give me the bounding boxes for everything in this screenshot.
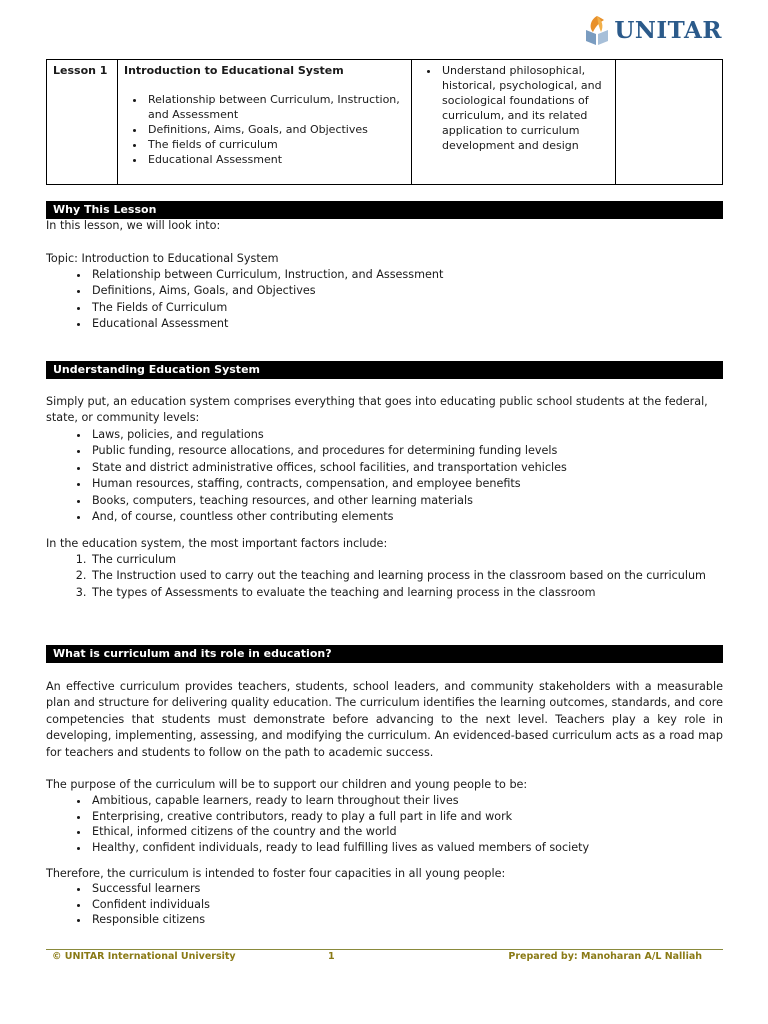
list-item: • The fields of curriculum <box>146 137 405 152</box>
list-item: • Relationship between Curriculum, Instruction, and Assessment <box>90 267 443 283</box>
purpose-intro: The purpose of the curriculum will be to support our children and young people to be: <box>46 778 528 791</box>
lesson-table <box>46 59 723 185</box>
list-item: • Confident individuals <box>90 897 210 913</box>
section-heading-understanding: Understanding Education System <box>46 361 723 379</box>
list-item: • Ambitious, capable learners, ready to learn throughout their lives <box>90 793 589 809</box>
understanding-intro: Simply put, an education system comprises everything that goes into educating public school students at the federal, state, or community levels: <box>46 395 708 425</box>
list-item: 1. The curriculum <box>90 552 706 568</box>
list-item: • Healthy, confident individuals, ready to lead fulfilling lives as valued members of society <box>90 840 589 856</box>
lesson-objectives-list <box>418 63 609 153</box>
why-intro: In this lesson, we will look into: <box>46 219 221 232</box>
unitar-logo <box>584 14 722 46</box>
list-item: • Enterprising, creative contributors, ready to play a full part in life and work <box>90 809 589 825</box>
list-item: • And, of course, countless other contributing elements <box>90 509 567 525</box>
lesson-title: Introduction to Educational System <box>124 64 344 77</box>
footer-copyright: © UNITAR International University <box>52 951 236 962</box>
list-item: • Successful learners <box>90 881 210 897</box>
why-topic-line: Topic: Introduction to Educational System <box>46 252 279 265</box>
list-item: • Understand philosophical, historical, psychological, and sociological foundations of curriculum, and its related application to curriculum development and design <box>440 63 609 153</box>
lesson-topics-list <box>124 92 405 167</box>
lesson-label-cell <box>47 60 118 185</box>
why-topic-list <box>46 267 443 333</box>
lesson-label: Lesson 1 <box>53 64 108 77</box>
section-heading-curriculum: What is curriculum and its role in education? <box>46 645 723 663</box>
list-item: • Public funding, resource allocations, and procedures for determining funding levels <box>90 443 567 459</box>
list-item: • Definitions, Aims, Goals, and Objectives <box>146 122 405 137</box>
curriculum-paragraph: An effective curriculum provides teachers, students, school leaders, and community stakeholders with a measurable plan and structure for delivering quality education. The curriculum identifies the learning outcomes, standards, and core competencies that students must demonstrate before advancing to the next level. Teachers play a key role in developing, implementing, assessing, and modifying the curriculum. An evidenced-based curriculum acts as a road map for teachers and students to follow on the path to academic success. <box>46 680 723 759</box>
logo-wordmark: UNITAR <box>614 16 722 44</box>
list-item: • Educational Assessment <box>146 152 405 167</box>
lesson-extra-cell <box>616 60 723 185</box>
list-item: 2. The Instruction used to carry out the teaching and learning process in the classroom based on the curriculum <box>90 568 706 584</box>
list-item: • Human resources, staffing, contracts, compensation, and employee benefits <box>90 476 567 492</box>
purpose-list <box>46 793 589 855</box>
footer-author: Prepared by: Manoharan A/L Nalliah <box>508 951 702 962</box>
list-item: • Relationship between Curriculum, Instruction, and Assessment <box>146 92 405 122</box>
lesson-objectives-cell <box>412 60 616 185</box>
list-item: • Educational Assessment <box>90 316 443 332</box>
section-heading-why: Why This Lesson <box>46 201 723 219</box>
factors-intro: In the education system, the most important factors include: <box>46 537 388 550</box>
list-item: • Ethical, informed citizens of the country and the world <box>90 824 589 840</box>
factors-list <box>46 552 706 601</box>
page-number: 1 <box>328 951 335 962</box>
book-leaf-icon <box>584 14 610 46</box>
capacities-list <box>46 881 210 928</box>
list-item: • State and district administrative offices, school facilities, and transportation vehicles <box>90 460 567 476</box>
list-item: • Responsible citizens <box>90 912 210 928</box>
list-item: • Books, computers, teaching resources, and other learning materials <box>90 493 567 509</box>
list-item: • Definitions, Aims, Goals, and Objectives <box>90 283 443 299</box>
list-item: • The Fields of Curriculum <box>90 300 443 316</box>
lesson-topics-cell <box>118 60 412 185</box>
list-item: • Laws, policies, and regulations <box>90 427 567 443</box>
footer-divider <box>46 949 723 950</box>
list-item: 3. The types of Assessments to evaluate the teaching and learning process in the classroom <box>90 585 706 601</box>
capacities-intro: Therefore, the curriculum is intended to foster four capacities in all young people: <box>46 867 506 880</box>
understanding-list <box>46 427 567 525</box>
